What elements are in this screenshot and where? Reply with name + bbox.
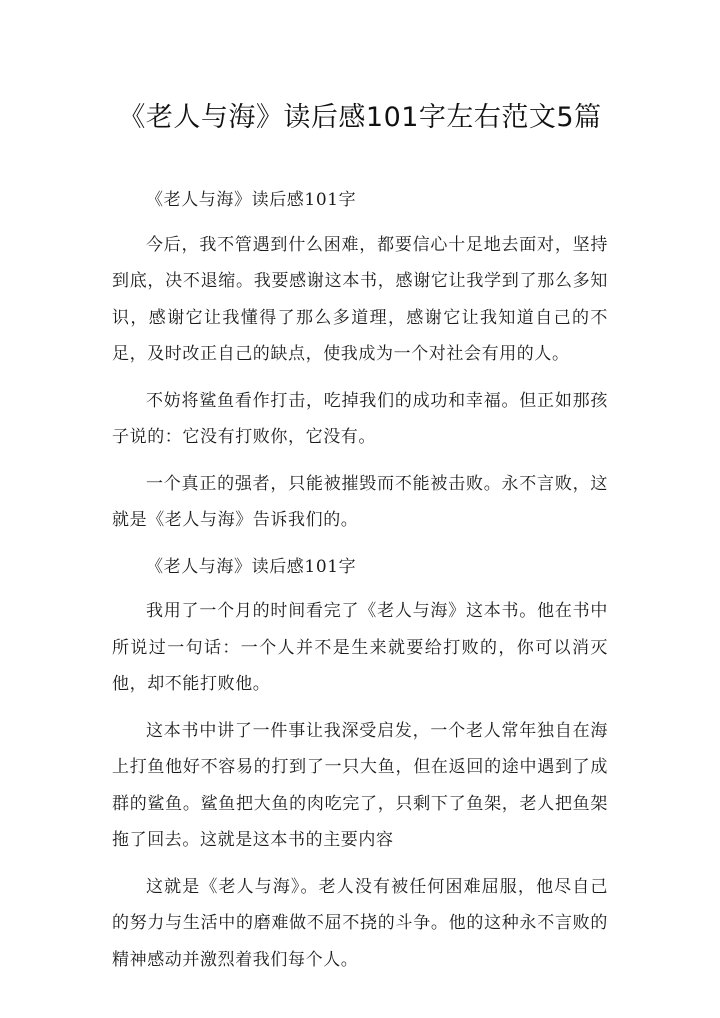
paragraph: 我用了一个月的时间看完了《老人与海》这本书。他在书中所说过一句话：一个人并不是生来就要给打败的，你可以消灭他，却不能打败他。: [112, 601, 608, 694]
document-title: 《老人与海》读后感101字左右范文5篇: [118, 102, 602, 133]
paragraph: 这本书中讲了一件事让我深受启发，一个老人常年独自在海上打鱼他好不容易的打到了一只大鱼，但在返回的途中遇到了成群的鲨鱼。鲨鱼把大鱼的肉吃完了，只剩下了鱼架，老人把鱼架拖了回去。这就是这本书的主要内容: [112, 720, 608, 850]
paragraph: 不妨将鲨鱼看作打击，吃掉我们的成功和幸福。但正如那孩子说的：它没有打败你，它没有。: [112, 390, 608, 447]
section-heading-1: 《老人与海》读后感101字: [146, 190, 357, 210]
paragraph: 今后，我不管遇到什么困难，都要信心十足地去面对，坚持到底，决不退缩。我要感谢这本书，感谢它让我学到了那么多知识，感谢它让我懂得了那么多道理，感谢它让我知道自己的不足，及时改正自己的缺点，使我成为一个对社会有用的人。: [112, 234, 608, 364]
paragraph: 一个真正的强者，只能被摧毁而不能被击败。永不言败，这就是《老人与海》告诉我们的。: [112, 473, 608, 530]
paragraph: 这就是《老人与海》。老人没有被任何困难屈服，他尽自己的努力与生活中的磨难做不屈不挠的斗争。他的这种永不言败的精神感动并激烈着我们每个人。: [112, 876, 608, 970]
section-heading-2: 《老人与海》读后感101字: [146, 556, 357, 577]
